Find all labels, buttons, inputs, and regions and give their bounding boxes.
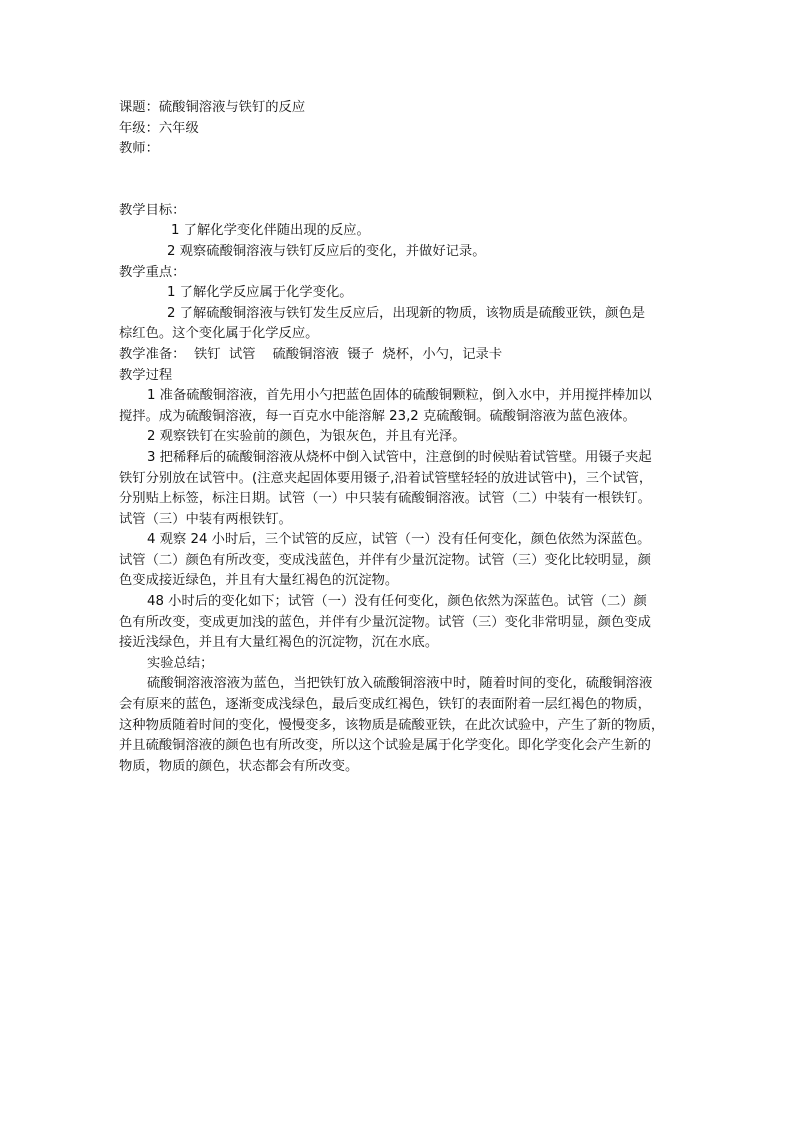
- summary-line: 硫酸铜溶液溶液为蓝色，当把铁钉放入硫酸铜溶液中时，随着时间的变化，硫酸铜溶液: [147, 676, 653, 692]
- goals-heading: 教学目标：: [119, 202, 186, 218]
- summary-heading: 实验总结；: [147, 655, 214, 671]
- summary-line: 这种物质随着时间的变化，慢慢变多，该物质是硫酸亚铁，在此次试验中，产生了新的物质，: [119, 717, 665, 733]
- key-point-item: 2 了解硫酸铜溶液与铁钉发生反应后，出现新的物质，该物质是硫酸亚铁，颜色是: [167, 305, 646, 321]
- process-step: 2 观察铁钉在实验前的颜色，为银灰色，并且有光泽。: [147, 429, 466, 445]
- process-step: 3 把稀释后的硫酸铜溶液从烧杯中倒入试管中，注意倒的时候贴着试管壁。用镊子夹起: [147, 449, 652, 465]
- goal-item: 1 了解化学变化伴随出现的反应。: [171, 223, 370, 239]
- process-step-continued: 搅拌。成为硫酸铜溶液，每一百克水中能溶解 23,2 克硫酸铜。硫酸铜溶液为蓝色液体。: [119, 408, 636, 424]
- process-step-continued: 试管（三）中装有两根铁钉。: [119, 511, 292, 527]
- process-step-continued: 试管（二）颜色有所改变，变成浅蓝色，并伴有少量沉淀物。试管（三）变化比较明显，颜: [119, 552, 651, 568]
- summary-line: 会有原来的蓝色，逐渐变成浅绿色，最后变成红褐色，铁钉的表面附着一层红褐色的物质，: [119, 697, 651, 713]
- key-points-heading: 教学重点：: [119, 264, 186, 280]
- process-step: 48 小时后的变化如下；试管（一）没有任何变化，颜色依然为深蓝色。试管（二）颜: [147, 594, 647, 610]
- process-heading: 教学过程: [119, 367, 173, 383]
- process-step-continued: 色有所改变，变成更加浅的蓝色，并伴有少量沉淀物。试管（三）变化非常明显，颜色变成: [119, 614, 651, 630]
- summary-line: 物质，物质的颜色，状态都会有所改变。: [119, 758, 359, 774]
- process-step-continued: 接近浅绿色，并且有大量红褐色的沉淀物，沉在水底。: [119, 635, 439, 651]
- grade-line: 年级：六年级: [119, 120, 199, 136]
- key-point-item: 1 了解化学反应属于化学变化。: [167, 285, 353, 301]
- goal-item: 2 观察硫酸铜溶液与铁钉反应后的变化，并做好记录。: [167, 243, 486, 259]
- key-point-item-continued: 棕红色。这个变化属于化学反应。: [119, 326, 319, 342]
- process-step-continued: 色变成接近绿色，并且有大量红褐色的沉淀物。: [119, 573, 399, 589]
- process-step-continued: 铁钉分别放在试管中。(注意夹起固体要用镊子,沿着试管壁轻轻的放进试管中)，三个试管，: [119, 470, 653, 486]
- topic-line: 课题：硫酸铜溶液与铁钉的反应: [119, 100, 306, 115]
- spacer: [119, 160, 679, 201]
- document-body: [119, 98, 679, 777]
- teacher-line: 教师：: [119, 141, 159, 157]
- process-step-continued: 分别贴上标签，标注日期。试管（一）中只装有硫酸铜溶液。试管（二）中装有一根铁钉。: [119, 491, 651, 507]
- process-step: 1 准备硫酸铜溶液，首先用小勺把蓝色固体的硫酸铜颗粒，倒入水中，并用搅拌棒加以: [147, 388, 652, 404]
- prep-line: 教学准备： 铁钉 试管 硫酸铜溶液 镊子 烧杯，小勺，记录卡: [119, 346, 503, 362]
- summary-line: 并且硫酸铜溶液的颜色也有所改变，所以这个试验是属于化学变化。即化学变化会产生新的: [119, 738, 651, 754]
- process-step: 4 观察 24 小时后，三个试管的反应，试管（一）没有任何变化，颜色依然为深蓝色。: [147, 532, 651, 548]
